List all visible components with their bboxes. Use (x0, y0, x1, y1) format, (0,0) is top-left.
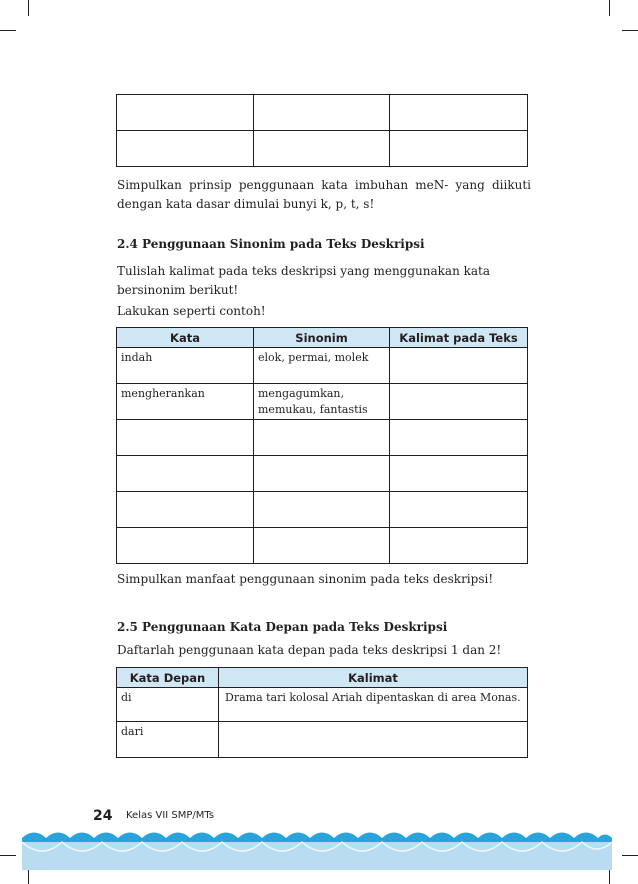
crop-mark (0, 30, 16, 31)
crop-mark (0, 855, 16, 856)
table-cell: dari (117, 722, 219, 758)
book-label: Kelas VII SMP/MTs (126, 810, 215, 821)
table-cell: mengagumkan, memukau, fantastis (254, 384, 390, 420)
column-header-sinonim: Sinonim (254, 328, 390, 348)
section-24-heading: 2.4 Penggunaan Sinonim pada Teks Deskripsi (117, 237, 425, 251)
table-cell[interactable] (390, 492, 528, 528)
crop-mark (609, 868, 610, 884)
section-24-example-note: Lakukan seperti contoh! (117, 304, 266, 318)
section-24-conclusion: Simpulkan manfaat penggunaan sinonim pada teks deskripsi! (117, 572, 494, 586)
table-row (117, 492, 528, 528)
table-row (117, 420, 528, 456)
section-25-instruction: Daftarlah penggunaan kata depan pada teks deskripsi 1 dan 2! (117, 643, 502, 657)
table-cell: mengherankan (117, 384, 254, 420)
column-header-kalimat: Kalimat (219, 668, 528, 688)
table-cell[interactable] (390, 348, 528, 384)
table-cell: Drama tari kolosal Ariah dipentaskan di area Monas. (219, 688, 528, 722)
table-row (117, 528, 528, 564)
table-cell[interactable] (117, 528, 254, 564)
table-header-row (117, 668, 528, 688)
table-row (117, 131, 528, 167)
crop-mark (622, 30, 638, 31)
top-table (116, 94, 528, 167)
crop-mark (622, 855, 638, 856)
table-cell[interactable] (254, 528, 390, 564)
wave-decoration (22, 826, 612, 870)
table-cell: indah (117, 348, 254, 384)
table-cell[interactable] (390, 456, 528, 492)
table-cell[interactable] (254, 420, 390, 456)
page-number: 24 (93, 808, 113, 824)
table-row (117, 384, 528, 420)
table-row (117, 95, 528, 131)
table-row (117, 348, 528, 384)
column-header-kata: Kata (117, 328, 254, 348)
table-row (117, 722, 528, 758)
table-cell[interactable] (390, 528, 528, 564)
section-25-heading: 2.5 Penggunaan Kata Depan pada Teks Deskripsi (117, 620, 448, 634)
table-row (117, 456, 528, 492)
table-row (117, 688, 528, 722)
table-cell[interactable] (390, 131, 528, 167)
table-header-row (117, 328, 528, 348)
sinonim-table (116, 327, 528, 564)
crop-mark (609, 0, 610, 16)
table-cell[interactable] (117, 420, 254, 456)
table-cell[interactable] (390, 384, 528, 420)
table-cell: di (117, 688, 219, 722)
table-cell[interactable] (390, 420, 528, 456)
table-cell[interactable] (390, 95, 528, 131)
column-header-kata-depan: Kata Depan (117, 668, 219, 688)
crop-mark (28, 868, 29, 884)
kata-depan-table (116, 667, 528, 758)
table-cell[interactable] (117, 131, 254, 167)
table-cell[interactable] (254, 131, 390, 167)
section-24-instruction: Tulislah kalimat pada teks deskripsi yang menggunakan kata bersinonim berikut! (117, 264, 491, 297)
crop-mark (28, 0, 29, 16)
simpulkan-prinsip-paragraph: Simpulkan prinsip penggunaan kata imbuhan meN- yang diikuti dengan kata dasar dimulai bunyi k, p, t, s! (117, 178, 531, 211)
table-cell[interactable] (254, 492, 390, 528)
table-cell[interactable] (254, 456, 390, 492)
table-cell[interactable] (117, 456, 254, 492)
table-cell: elok, permai, molek (254, 348, 390, 384)
table-cell[interactable] (117, 492, 254, 528)
column-header-kalimat-pada-teks: Kalimat pada Teks (390, 328, 528, 348)
table-cell[interactable] (219, 722, 528, 758)
table-cell[interactable] (254, 95, 390, 131)
table-cell[interactable] (117, 95, 254, 131)
